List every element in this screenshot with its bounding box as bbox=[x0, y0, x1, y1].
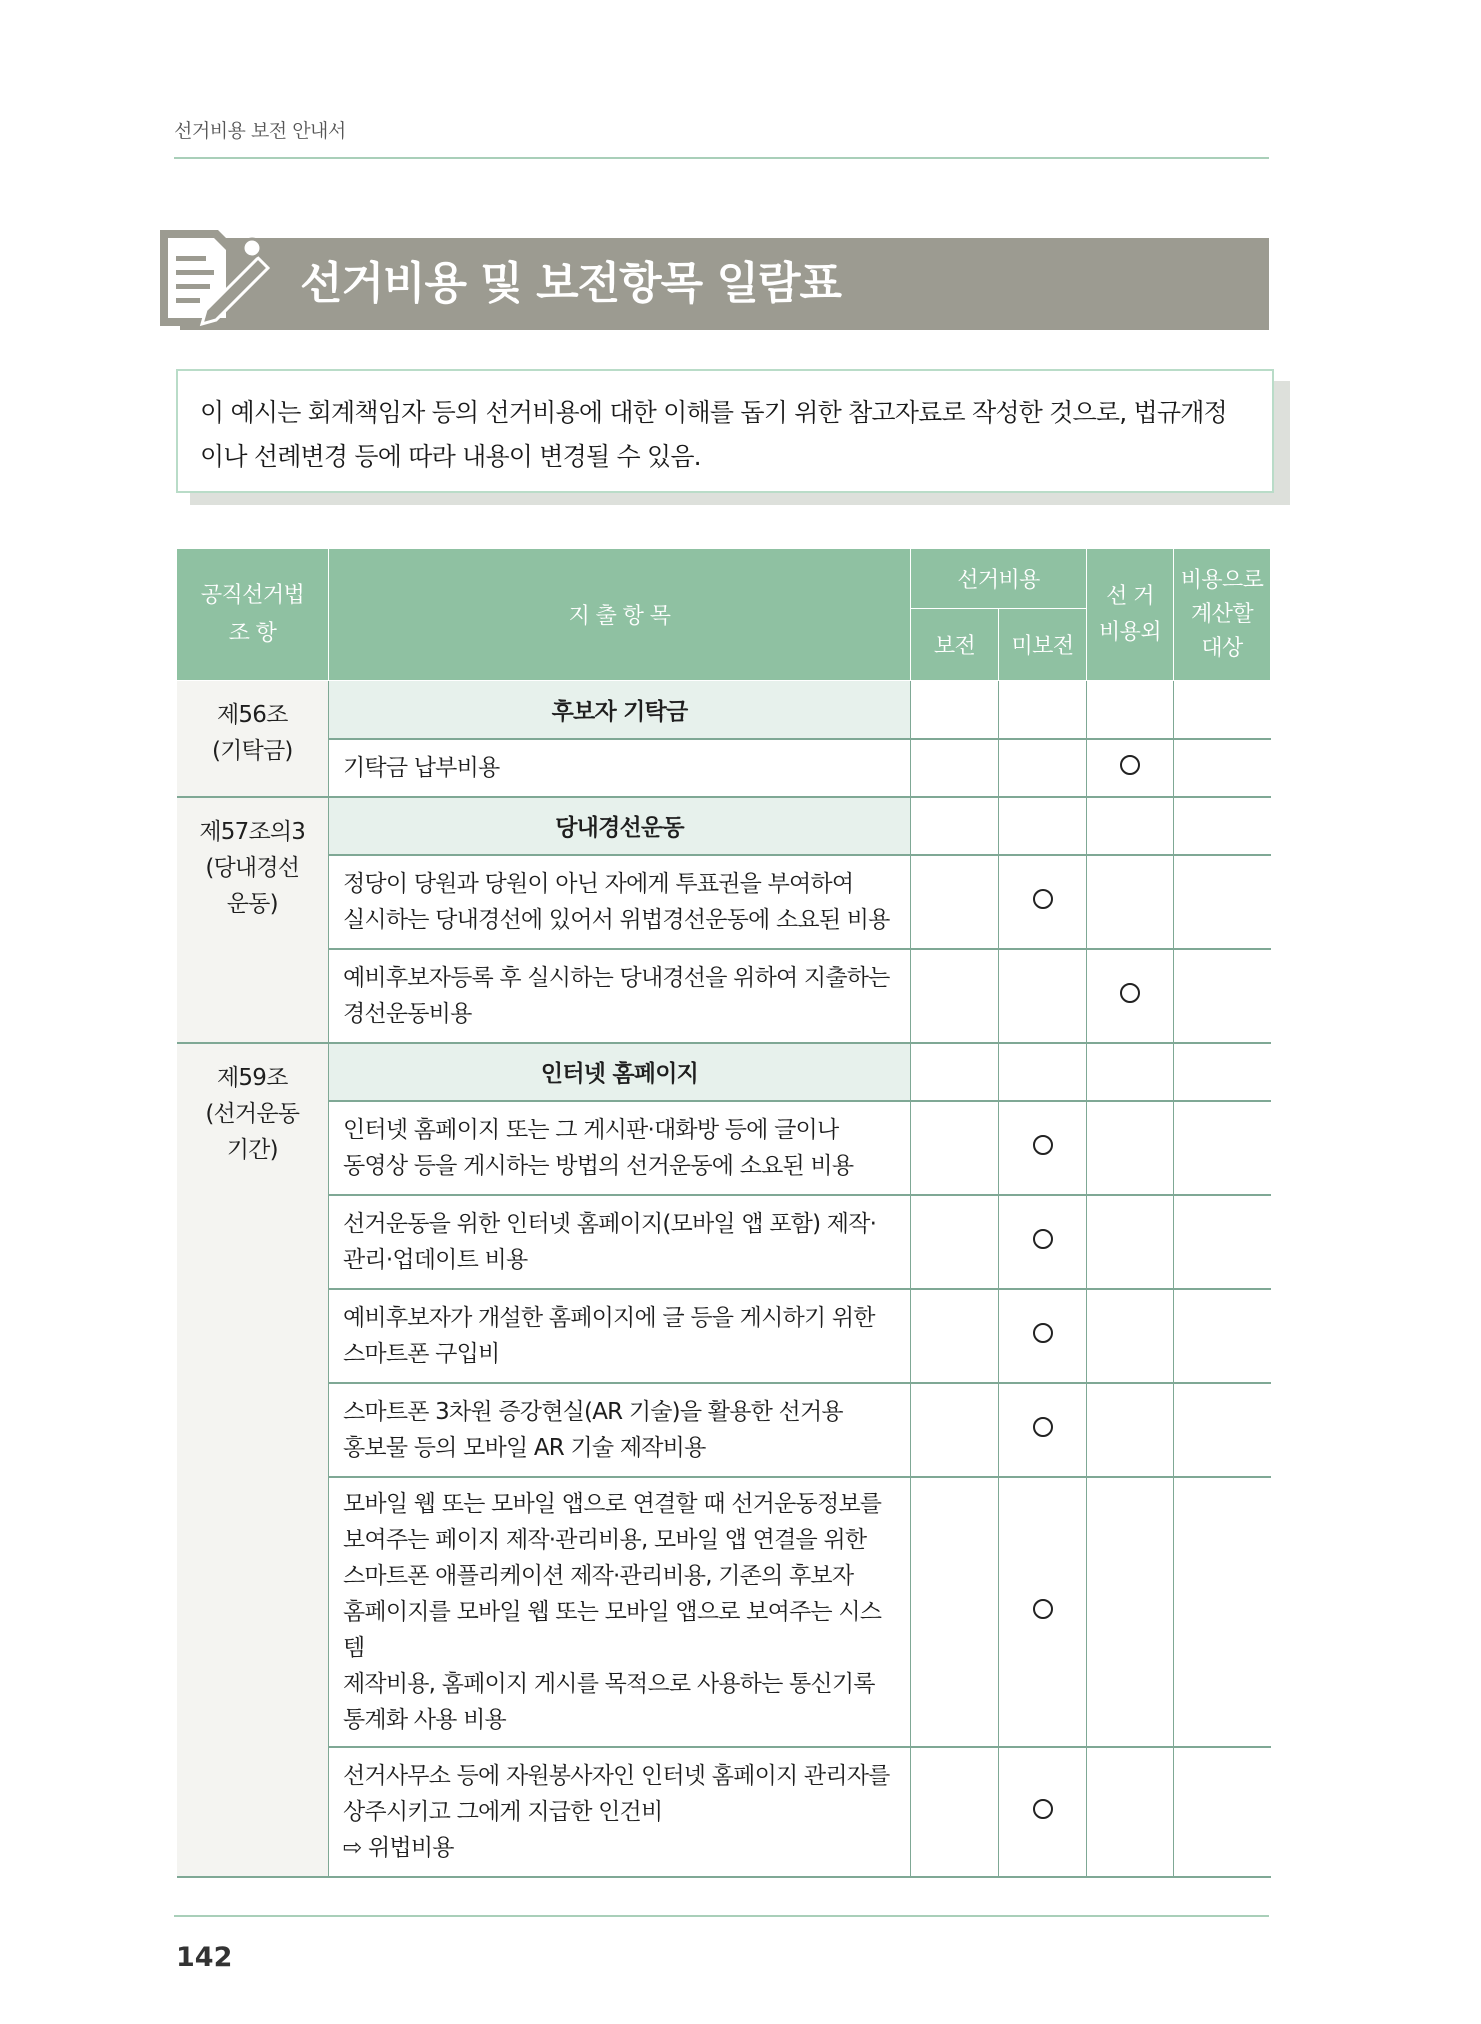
circle-mark-icon bbox=[1033, 1135, 1053, 1155]
mark-cell bbox=[911, 1477, 999, 1747]
mark-cell bbox=[1087, 1747, 1174, 1877]
item-line: 관리·업데이트 비용 bbox=[343, 1246, 528, 1273]
empty-cell bbox=[1174, 797, 1271, 855]
mark-cell bbox=[1174, 949, 1271, 1043]
item-line: 동영상 등을 게시하는 방법의 선거운동에 소요된 비용 bbox=[343, 1152, 854, 1179]
mark-cell bbox=[911, 949, 999, 1043]
footer-divider bbox=[174, 1915, 1269, 1917]
article-line: (당내경선 bbox=[205, 854, 300, 881]
item-cell bbox=[329, 949, 911, 1043]
circle-mark-icon bbox=[1120, 755, 1140, 775]
mark-cell bbox=[999, 1747, 1087, 1877]
mark-cell bbox=[1174, 1477, 1271, 1747]
table-row bbox=[177, 855, 1271, 949]
article-line: 운동) bbox=[226, 890, 278, 917]
item-line: 통계화 사용 비용 bbox=[343, 1706, 506, 1733]
mark-cell bbox=[999, 1195, 1087, 1289]
table-row bbox=[177, 1477, 1271, 1747]
article-line: 제56조 bbox=[216, 702, 288, 728]
item-line: 인터넷 홈페이지 또는 그 게시판·대화방 등에 글이나 bbox=[343, 1116, 839, 1143]
item-cell bbox=[329, 1195, 911, 1289]
header-divider bbox=[174, 157, 1269, 159]
document-pencil-icon bbox=[160, 222, 280, 334]
empty-cell bbox=[1174, 1043, 1271, 1101]
item-line: 경선운동비용 bbox=[343, 1000, 472, 1027]
article-cell bbox=[177, 1043, 329, 1877]
item-line: 스마트폰 구입비 bbox=[343, 1340, 500, 1367]
circle-mark-icon bbox=[1033, 1599, 1053, 1619]
header-non-cost-line-2: 비용외 bbox=[1099, 619, 1161, 645]
header-non-cost bbox=[1087, 549, 1174, 681]
item-line: 선거운동을 위한 인터넷 홈페이지(모바일 앱 포함) 제작· bbox=[343, 1210, 877, 1237]
expense-table bbox=[176, 548, 1271, 1878]
empty-cell bbox=[1087, 681, 1174, 739]
mark-cell bbox=[1174, 739, 1271, 797]
mark-cell bbox=[911, 1747, 999, 1877]
item-line: ⇨ 위법비용 bbox=[343, 1834, 454, 1861]
category-cell: 후보자 기탁금 bbox=[329, 681, 911, 739]
item-line: 기탁금 납부비용 bbox=[343, 754, 500, 781]
empty-cell bbox=[999, 797, 1087, 855]
table-row bbox=[177, 949, 1271, 1043]
circle-mark-icon bbox=[1120, 983, 1140, 1003]
empty-cell bbox=[999, 1043, 1087, 1101]
mark-cell bbox=[911, 1383, 999, 1477]
article-line: 제59조 bbox=[216, 1064, 288, 1091]
mark-cell bbox=[1087, 1101, 1174, 1195]
table-row bbox=[177, 1747, 1271, 1877]
mark-cell bbox=[999, 1289, 1087, 1383]
mark-cell bbox=[1087, 1383, 1174, 1477]
item-cell bbox=[329, 1383, 911, 1477]
header-article bbox=[177, 549, 329, 681]
mark-cell bbox=[999, 739, 1087, 797]
mark-cell bbox=[1087, 949, 1174, 1043]
table-row bbox=[177, 1383, 1271, 1477]
circle-mark-icon bbox=[1033, 1229, 1053, 1249]
mark-cell bbox=[999, 949, 1087, 1043]
header-article-line-2: 조 항 bbox=[228, 620, 277, 646]
header-not-reimbursed: 미보전 bbox=[999, 609, 1087, 681]
circle-mark-icon bbox=[1033, 1799, 1053, 1819]
item-line: 예비후보자등록 후 실시하는 당내경선을 위하여 지출하는 bbox=[343, 964, 890, 991]
header-not-counted-line-3: 대상 bbox=[1201, 635, 1243, 661]
article-cell bbox=[177, 681, 329, 797]
mark-cell bbox=[1087, 1195, 1174, 1289]
header-item: 지 출 항 목 bbox=[329, 549, 911, 681]
table-row bbox=[177, 1195, 1271, 1289]
mark-cell bbox=[1087, 739, 1174, 797]
notice-line-2: 이나 선례변경 등에 따라 내용이 변경될 수 있음. bbox=[200, 442, 701, 471]
article-line: (기탁금) bbox=[211, 738, 293, 764]
empty-cell bbox=[911, 797, 999, 855]
mark-cell bbox=[1174, 855, 1271, 949]
running-head: 선거비용 보전 안내서 bbox=[174, 120, 346, 142]
mark-cell bbox=[911, 1195, 999, 1289]
circle-mark-icon bbox=[1033, 889, 1053, 909]
item-cell bbox=[329, 1747, 911, 1877]
item-cell bbox=[329, 1477, 911, 1747]
mark-cell bbox=[1174, 1195, 1271, 1289]
item-line: 모바일 웹 또는 모바일 앱으로 연결할 때 선거운동정보를 bbox=[343, 1490, 882, 1517]
header-reimbursed: 보전 bbox=[911, 609, 999, 681]
circle-mark-icon bbox=[1033, 1417, 1053, 1437]
mark-cell bbox=[911, 1101, 999, 1195]
header-article-line-1: 공직선거법 bbox=[200, 582, 305, 608]
category-cell: 인터넷 홈페이지 bbox=[329, 1043, 911, 1101]
item-line: 상주시키고 그에게 지급한 인건비 bbox=[343, 1798, 663, 1825]
article-line: 기간) bbox=[226, 1136, 278, 1163]
item-cell bbox=[329, 1289, 911, 1383]
item-cell bbox=[329, 855, 911, 949]
mark-cell bbox=[1174, 1289, 1271, 1383]
mark-cell bbox=[911, 855, 999, 949]
header-non-cost-line-1: 선 거 bbox=[1106, 583, 1154, 609]
mark-cell bbox=[911, 1289, 999, 1383]
item-line: 제작비용, 홈페이지 게시를 목적으로 사용하는 통신기록 bbox=[343, 1670, 875, 1697]
empty-cell bbox=[1087, 797, 1174, 855]
circle-mark-icon bbox=[1033, 1323, 1053, 1343]
item-line: 스마트폰 3차원 증강현실(AR 기술)을 활용한 선거용 bbox=[343, 1398, 843, 1425]
empty-cell bbox=[1087, 1043, 1174, 1101]
article-line: 제57조의3 bbox=[199, 818, 306, 845]
page-title: 선거비용 및 보전항목 일람표 bbox=[300, 258, 842, 309]
page-number: 142 bbox=[176, 1942, 233, 1973]
item-line: 실시하는 당내경선에 있어서 위법경선운동에 소요된 비용 bbox=[343, 906, 890, 933]
article-cell bbox=[177, 797, 329, 1043]
item-line: 선거사무소 등에 자원봉사자인 인터넷 홈페이지 관리자를 bbox=[343, 1762, 890, 1789]
empty-cell bbox=[911, 681, 999, 739]
notice-box bbox=[176, 369, 1274, 493]
empty-cell bbox=[1174, 681, 1271, 739]
item-line: 홈페이지를 모바일 웹 또는 모바일 앱으로 보여주는 시스템 bbox=[343, 1598, 882, 1661]
item-line: 스마트폰 애플리케이션 제작·관리비용, 기존의 후보자 bbox=[343, 1562, 854, 1589]
header-not-counted-line-2: 계산할 bbox=[1191, 601, 1253, 627]
item-cell bbox=[329, 739, 911, 797]
mark-cell bbox=[999, 1383, 1087, 1477]
table-row bbox=[177, 739, 1271, 797]
item-cell bbox=[329, 1101, 911, 1195]
mark-cell bbox=[1087, 855, 1174, 949]
header-not-counted-line-1: 비용으로 bbox=[1180, 567, 1264, 593]
mark-cell bbox=[911, 739, 999, 797]
item-line: 홍보물 등의 모바일 AR 기술 제작비용 bbox=[343, 1434, 706, 1461]
mark-cell bbox=[999, 1101, 1087, 1195]
item-line: 보여주는 페이지 제작·관리비용, 모바일 앱 연결을 위한 bbox=[343, 1526, 867, 1553]
mark-cell bbox=[1087, 1477, 1174, 1747]
header-not-counted bbox=[1174, 549, 1271, 681]
mark-cell bbox=[1087, 1289, 1174, 1383]
mark-cell bbox=[999, 855, 1087, 949]
header-cost-group: 선거비용 bbox=[911, 549, 1087, 609]
mark-cell bbox=[1174, 1747, 1271, 1877]
table-row bbox=[177, 1289, 1271, 1383]
mark-cell bbox=[999, 1477, 1087, 1747]
notice-line-1: 이 예시는 회계책임자 등의 선거비용에 대한 이해를 돕기 위한 참고자료로 작성한 것으로, 법규개정 bbox=[200, 398, 1227, 427]
mark-cell bbox=[1174, 1383, 1271, 1477]
mark-cell bbox=[1174, 1101, 1271, 1195]
empty-cell bbox=[911, 1043, 999, 1101]
article-line: (선거운동 bbox=[205, 1100, 300, 1127]
table-row bbox=[177, 1101, 1271, 1195]
item-line: 정당이 당원과 당원이 아닌 자에게 투표권을 부여하여 bbox=[343, 870, 854, 897]
item-line: 예비후보자가 개설한 홈페이지에 글 등을 게시하기 위한 bbox=[343, 1304, 875, 1331]
empty-cell bbox=[999, 681, 1087, 739]
category-cell: 당내경선운동 bbox=[329, 797, 911, 855]
